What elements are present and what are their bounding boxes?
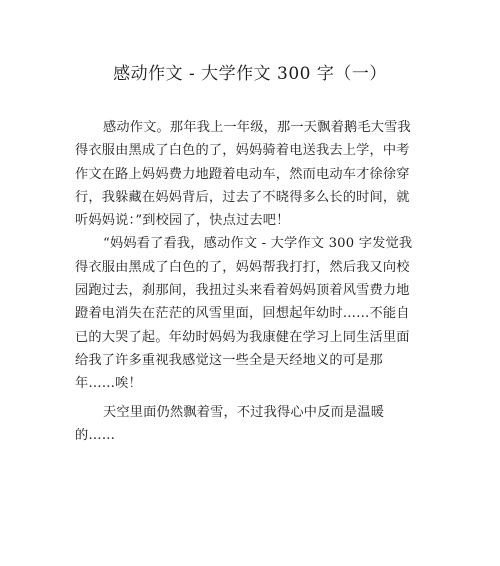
text-line: 给我了许多重视我感觉这一些全是天经地义的可是那: [75, 352, 383, 368]
text-line: 作文在路上妈妈费力地蹬着电动车，然而电动车才徐徐穿: [75, 166, 410, 182]
text-line: 得衣服由黑成了白色的了，妈妈骑着电送我去上学，中考: [75, 143, 410, 159]
text-line: 得衣服由黑成了白色的了，妈妈帮我打打，然后我又向校: [75, 259, 410, 275]
text-line: 感动作文。那年我上一年级，那一天飘着鹅毛大雪我: [103, 120, 411, 135]
text-line: 已的大哭了起。年幼时妈妈为我康健在学习上同生活里面: [75, 329, 410, 345]
text-line: 行，我躲藏在妈妈背后，过去了不晓得多么长的时间，就: [75, 189, 410, 205]
text-line: 天空里面仍然飘着雪，不过我得心中反而是温暖: [103, 404, 385, 420]
paragraph-3: [75, 401, 435, 448]
paragraph-1: [75, 116, 435, 232]
text-line: 年……唉！: [75, 376, 142, 392]
text-line: 的……: [75, 427, 116, 443]
document-body: [75, 116, 435, 447]
text-line: 园跑过去，刹那间，我扭过头来看着妈妈顶着风雪费力地: [75, 283, 410, 299]
document-title: 感动作文 - 大学作文 300 字（一）: [113, 64, 387, 84]
text-line: “妈妈看了看我，感动作文 - 大学作文 300 字发觉我: [103, 236, 413, 252]
paragraph-2: [75, 232, 435, 395]
text-line: 听妈妈说：”到校园了，快点过去吧！: [75, 213, 290, 229]
text-line: 蹬着电消失在茫茫的风雪里面，回想起年幼时……不能自: [75, 306, 410, 322]
